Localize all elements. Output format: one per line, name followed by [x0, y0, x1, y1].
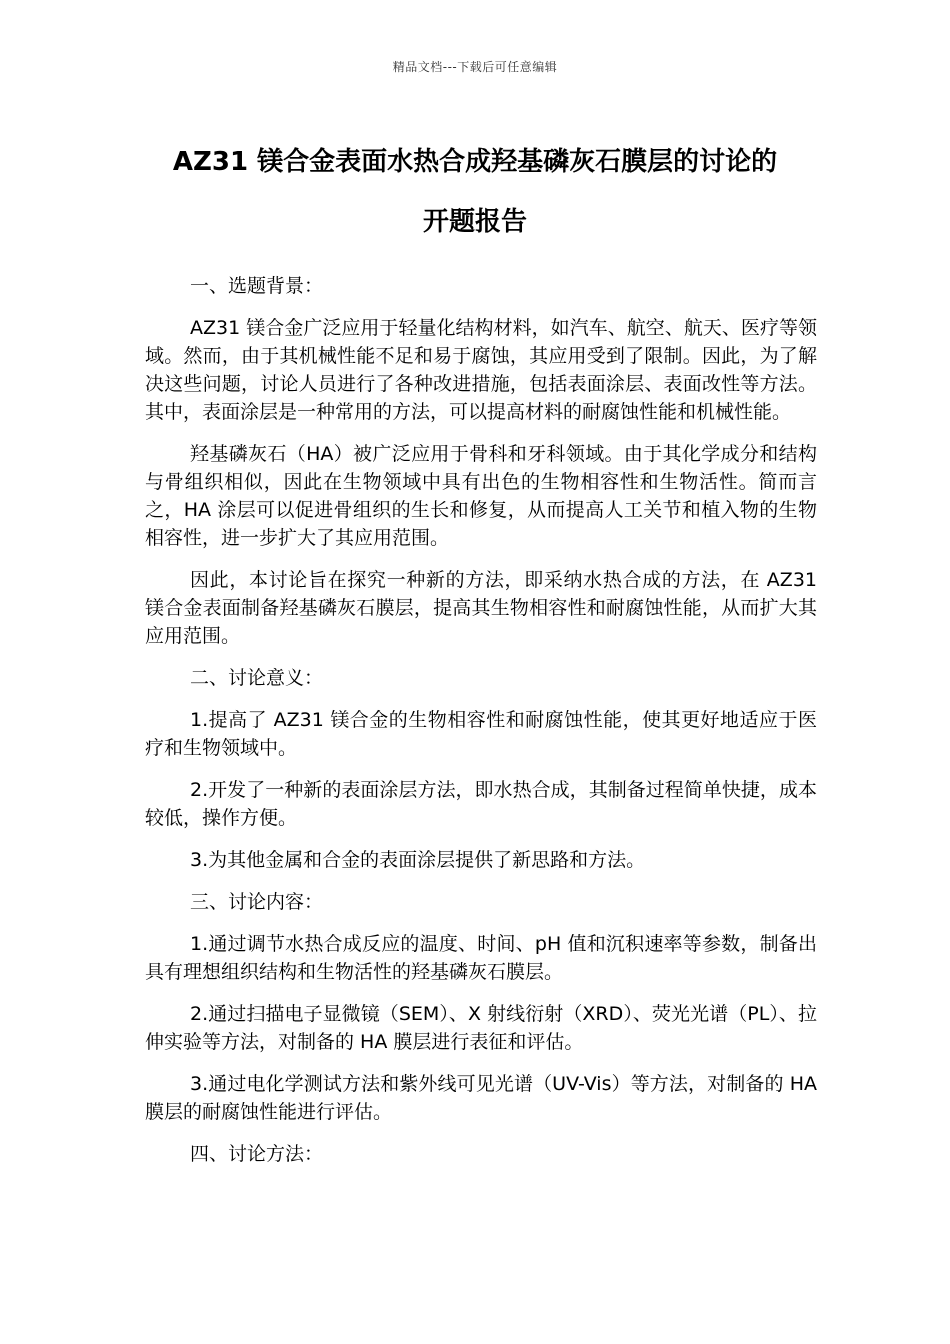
section-heading-content: 三、讨论内容： [190, 891, 324, 913]
list-item: 3.为其他金属和合金的表面涂层提供了新思路和方法。 [190, 849, 646, 871]
list-item: 2.开发了一种新的表面涂层方法，即水热合成，其制备过程简单快捷，成本较低，操作方便。 [145, 779, 817, 829]
section-heading-methods: 四、讨论方法： [190, 1143, 324, 1165]
list-item: 2.通过扫描电子显微镜（SEM）、X 射线衍射（XRD）、荧光光谱（PL）、拉伸实验等方法，对制备的 HA 膜层进行表征和评估。 [145, 1003, 817, 1053]
header-note: 精品文档---下载后可任意编辑 [392, 60, 558, 74]
paragraph: 因此，本讨论旨在探究一种新的方法，即采纳水热合成的方法，在 AZ31 镁合金表面制备羟基磷灰石膜层，提高其生物相容性和耐腐蚀性能，从而扩大其应用范围。 [145, 569, 817, 647]
paragraph: AZ31 镁合金广泛应用于轻量化结构材料，如汽车、航空、航天、医疗等领域。然而，由于其机械性能不足和易于腐蚀，其应用受到了限制。因此，为了解决这些问题，讨论人员进行了各种改进措施，包括表面涂层、表面改性等方法。其中，表面涂层是一种常用的方法，可以提高材料的耐腐蚀性能和机械性能。 [145, 317, 817, 423]
paragraph: 羟基磷灰石（HA）被广泛应用于骨科和牙科领域。由于其化学成分和结构与骨组织相似，因此在生物领域中具有出色的生物相容性和生物活性。简而言之，HA 涂层可以促进骨组织的生长和修复，从而提高人工关节和植入物的生物相容性，进一步扩大了其应用范围。 [145, 443, 817, 549]
document-title [100, 132, 850, 252]
section-heading-significance: 二、讨论意义： [190, 667, 324, 689]
document-body [145, 272, 817, 1182]
section-heading-background: 一、选题背景： [190, 275, 324, 297]
list-item: 1.提高了 AZ31 镁合金的生物相容性和耐腐蚀性能，使其更好地适应于医疗和生物领域中。 [145, 709, 817, 759]
list-item: 1.通过调节水热合成反应的温度、时间、pH 值和沉积速率等参数，制备出具有理想组织结构和生物活性的羟基磷灰石膜层。 [145, 933, 817, 983]
title-line-2: 开题报告 [422, 207, 527, 237]
title-line-1: AZ31 镁合金表面水热合成羟基磷灰石膜层的讨论的 [172, 147, 778, 177]
list-item: 3.通过电化学测试方法和紫外线可见光谱（UV-Vis）等方法，对制备的 HA 膜层的耐腐蚀性能进行评估。 [145, 1073, 817, 1123]
